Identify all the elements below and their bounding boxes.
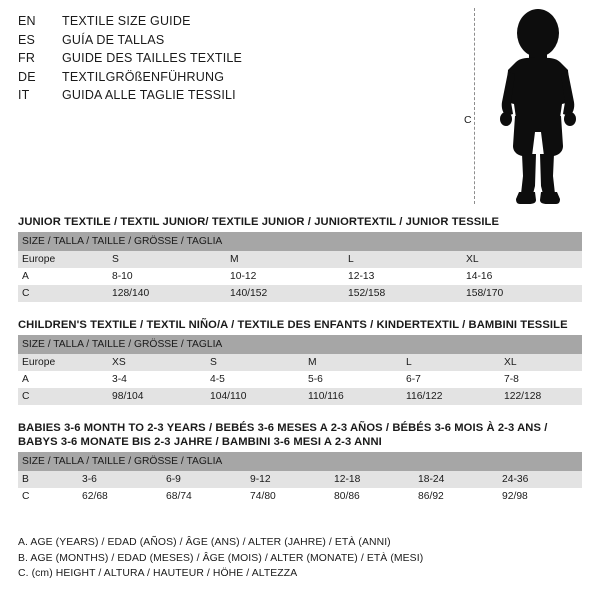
- size-table-babies: [18, 452, 582, 505]
- child-silhouette-icon: [482, 6, 592, 206]
- table-cell: 74/80: [246, 488, 330, 505]
- table-cell: 68/74: [162, 488, 246, 505]
- table-cell: 18-24: [414, 471, 498, 488]
- table-cell: 7-8: [500, 371, 582, 388]
- height-measure-line: [474, 8, 475, 204]
- language-row: [18, 12, 448, 31]
- table-cell: 4-5: [206, 371, 304, 388]
- table-cell: C: [18, 388, 108, 405]
- language-title: GUIDE DES TAILLES TEXTILE: [62, 51, 243, 65]
- table-row: [18, 251, 582, 268]
- table-cell: Europe: [18, 354, 108, 371]
- legend-line: C. (cm) HEIGHT / ALTURA / HAUTEUR / HÖHE / ALTEZZA: [18, 568, 298, 579]
- table-cell: 86/92: [414, 488, 498, 505]
- table-cell: 152/158: [344, 285, 462, 302]
- table-cell: C: [18, 285, 108, 302]
- table-cell: 116/122: [402, 388, 500, 405]
- table-row: [18, 388, 582, 405]
- table-cell: 9-12: [246, 471, 330, 488]
- language-code: DE: [18, 69, 36, 84]
- language-code: IT: [18, 88, 30, 102]
- table-cell: 140/152: [226, 285, 344, 302]
- table-cell: XL: [462, 251, 582, 268]
- table-cell: M: [226, 251, 344, 268]
- language-title: TEXTILGRÖßENFÜHRUNG: [62, 69, 225, 84]
- legend-footer: [18, 535, 582, 582]
- language-code: ES: [18, 32, 36, 47]
- table-row: [18, 285, 582, 302]
- table-cell: 3-6: [78, 471, 162, 488]
- legend-line: A. AGE (YEARS) / EDAD (AÑOS) / ÂGE (ANS) / ALTER (JAHRE) / ETÀ (ANNI): [18, 537, 391, 548]
- table-cell: 158/170: [462, 285, 582, 302]
- table-row: [18, 371, 582, 388]
- table-row: [18, 471, 582, 488]
- section-junior: [18, 215, 582, 302]
- table-cell: B: [18, 471, 78, 488]
- table-cell: 128/140: [108, 285, 226, 302]
- table-cell: 6-9: [162, 471, 246, 488]
- table-cell: XS: [108, 354, 206, 371]
- size-table-junior: [18, 232, 582, 302]
- table-header-cell: SIZE / TALLA / TAILLE / GRÖSSE / TAGLIA: [18, 335, 582, 354]
- figure-illustration: [452, 6, 592, 206]
- size-table-children: [18, 335, 582, 405]
- table-header-row: [18, 232, 582, 251]
- table-cell: L: [402, 354, 500, 371]
- section-title: BABIES 3-6 MONTH TO 2-3 YEARS / BEBÉS 3-6 MESES A 2-3 AÑOS / BÉBÉS 3-6 MOIS À 2-3 ANS / BABYS 3-6 MONATE BIS 2-3 JAHRE / BAMBINI 3-6 MESI A 2-3 ANNI: [18, 422, 548, 448]
- table-cell: M: [304, 354, 402, 371]
- table-header-cell: SIZE / TALLA / TAILLE / GRÖSSE / TAGLIA: [18, 452, 582, 471]
- table-cell: 110/116: [304, 388, 402, 405]
- table-cell: 80/86: [330, 488, 414, 505]
- language-row: [18, 68, 448, 87]
- table-row: [18, 268, 582, 285]
- table-cell: S: [206, 354, 304, 371]
- table-cell: XL: [500, 354, 582, 371]
- table-cell: L: [344, 251, 462, 268]
- section-title: JUNIOR TEXTILE / TEXTIL JUNIOR/ TEXTILE JUNIOR / JUNIORTEXTIL / JUNIOR TESSILE: [18, 216, 500, 228]
- table-header-cell: SIZE / TALLA / TAILLE / GRÖSSE / TAGLIA: [18, 232, 582, 251]
- language-row: [18, 49, 448, 68]
- table-row: [18, 354, 582, 371]
- table-cell: 14-16: [462, 268, 582, 285]
- language-header: [18, 12, 448, 105]
- table-cell: A: [18, 268, 108, 285]
- table-cell: 5-6: [304, 371, 402, 388]
- language-row: [18, 86, 448, 105]
- table-header-row: [18, 452, 582, 471]
- legend-line: B. AGE (MONTHS) / EDAD (MESES) / ÂGE (MOIS) / ALTER (MONATE) / ETÀ (MESI): [18, 552, 424, 564]
- section-title: CHILDREN'S TEXTILE / TEXTIL NIÑO/A / TEXTILE DES ENFANTS / KINDERTEXTIL / BAMBINI TESSILE: [18, 319, 568, 331]
- table-cell: A: [18, 371, 108, 388]
- language-code: FR: [18, 51, 36, 65]
- table-cell: 10-12: [226, 268, 344, 285]
- section-babies: [18, 421, 582, 505]
- language-code: EN: [18, 14, 36, 28]
- table-cell: 12-18: [330, 471, 414, 488]
- language-title: TEXTILE SIZE GUIDE: [62, 14, 191, 28]
- section-children: [18, 318, 582, 405]
- language-title: GUÍA DE TALLAS: [62, 32, 165, 47]
- table-cell: 62/68: [78, 488, 162, 505]
- table-cell: 98/104: [108, 388, 206, 405]
- table-cell: 92/98: [498, 488, 582, 505]
- table-row: [18, 488, 582, 505]
- height-measure-label: C: [464, 114, 472, 126]
- table-cell: 6-7: [402, 371, 500, 388]
- table-cell: S: [108, 251, 226, 268]
- table-cell: C: [18, 488, 78, 505]
- language-title: GUIDA ALLE TAGLIE TESSILI: [62, 88, 236, 102]
- table-header-row: [18, 335, 582, 354]
- table-cell: 8-10: [108, 268, 226, 285]
- table-cell: 12-13: [344, 268, 462, 285]
- table-cell: 104/110: [206, 388, 304, 405]
- table-cell: 24-36: [498, 471, 582, 488]
- table-cell: 122/128: [500, 388, 582, 405]
- table-cell: Europe: [18, 251, 108, 268]
- language-row: [18, 31, 448, 50]
- table-cell: 3-4: [108, 371, 206, 388]
